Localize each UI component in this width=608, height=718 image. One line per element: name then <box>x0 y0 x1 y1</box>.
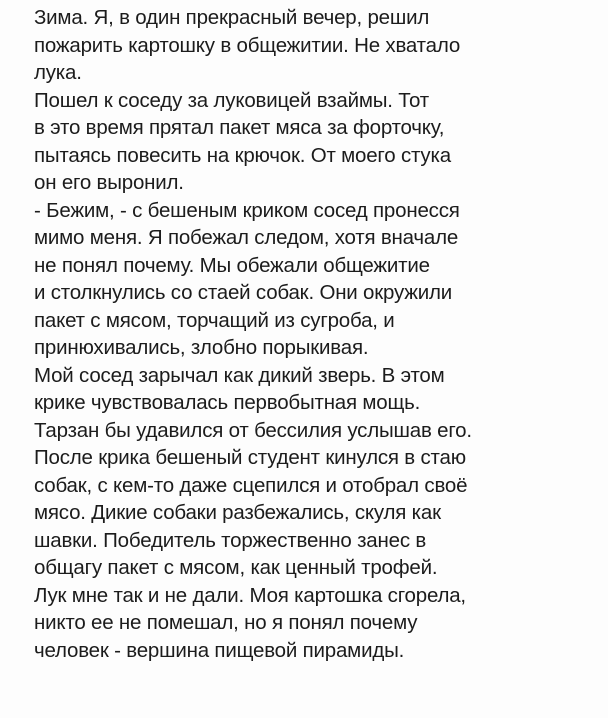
text-line: После крика бешеный студент кинулся в стаю <box>34 446 466 469</box>
text-line: и столкнулись со стаей собак. Они окружили <box>34 281 453 304</box>
text-line: пакет с мясом, торчащий из сугроба, и <box>34 308 395 332</box>
text-line: Тарзан бы удавился от бессилия услышав его. <box>34 418 472 442</box>
text-line: он его выронил. <box>34 171 184 194</box>
text-line: пытаясь повесить на крючок. От моего стука <box>34 143 451 167</box>
text-line: крике чувствовалась первобытная мощь. <box>34 391 421 414</box>
text-line: собак, с кем-то даже сцепился и отобрал своё <box>34 473 468 497</box>
text-line: Лук мне так и не дали. Моя картошка сгорела, <box>34 583 466 607</box>
text-line: Мой сосед зарычал как дикий зверь. В этом <box>34 363 445 387</box>
text-line: в это время прятал пакет мяса за форточку, <box>34 116 445 139</box>
text-line: шавки. Победитель торжественно занес в <box>34 528 427 552</box>
text-line: общагу пакет с мясом, как ценный трофей. <box>34 556 438 579</box>
text-line: - Бежим, - с бешеным криком сосед пронесся <box>34 198 460 222</box>
text-line: Пошел к соседу за луковицей взаймы. Тот <box>34 88 429 112</box>
text-line: не понял почему. Мы обежали общежитие <box>34 253 430 277</box>
text-line: мясо. Дикие собаки разбежались, скуля как <box>34 501 441 524</box>
text-line: мимо меня. Я побежал следом, хотя вначале <box>34 226 459 249</box>
text-line: никто ее не помешал, но я понял почему <box>34 611 418 634</box>
text-line: принюхивались, злобно порыкивая. <box>34 336 369 359</box>
text-line: человек - вершина пищевой пирамиды. <box>34 638 405 662</box>
text-line: лука. <box>34 61 82 84</box>
text-line: пожарить картошку в общежитии. Не хватало <box>34 33 461 57</box>
text-line: Зима. Я, в один прекрасный вечер, решил <box>34 6 430 29</box>
story-text <box>34 4 588 664</box>
